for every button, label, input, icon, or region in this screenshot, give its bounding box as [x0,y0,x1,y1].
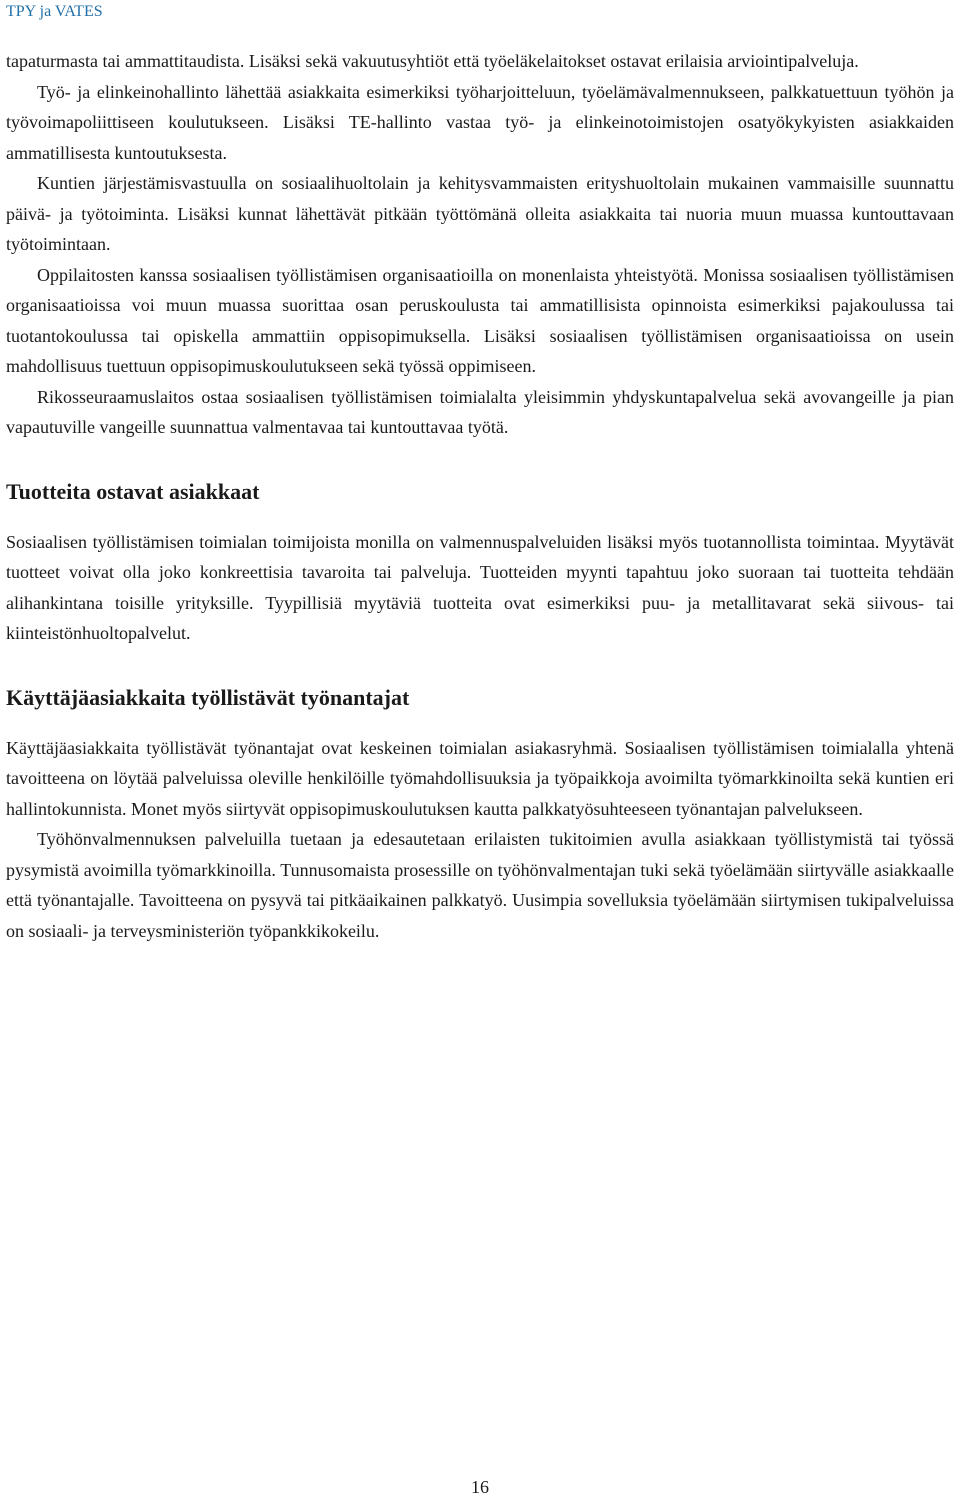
page-number: 16 [471,1477,489,1497]
page-content [6,46,954,946]
paragraph-tuotteita: Sosiaalisen työllistämisen toimialan toimijoista monilla on valmennuspalveluiden lisäksi myös tuotannollista toimintaa. Myytävät tuotteet voivat olla joko konkreettisia tavaroita tai palveluja. Tuotteiden myynti tapahtuu joko suoraan tai tuotteita tehdään alihankintana toisille yrityksille. Tyypillisiä myytäviä tuotteita ovat esimerkiksi puu- ja metallitavarat sekä siivous- tai kiinteistönhuoltopalvelut. [6,531,954,643]
paragraph-oppilaitokset: Oppilaitosten kanssa sosiaalisen työllistämisen organisaatioilla on monenlaista yhteistyötä. Monissa sosiaalisen työllistämisen organisaatioissa voi muun muassa suorittaa osan peruskoulusta tai ammatillisista opinnoista esimerkiksi pajakoulussa tai tuotantokoulussa tai opiskella ammattiin oppisopimuksella. Lisäksi sosiaalisen työllistämisen organisaatioissa on usein mahdollisuus tuettuun oppisopimuskoulutukseen sekä työssä oppimiseen. [6,264,954,376]
paragraph-continuation: tapaturmasta tai ammattitaudista. Lisäksi sekä vakuutusyhtiöt että työeläkelaitokset ostavat erilaisia arviointipalveluja. [6,51,859,71]
paragraph-te-hallinto: Työ- ja elinkeinohallinto lähettää asiakkaita esimerkiksi työharjoitteluun, työelämävalmennukseen, palkkatuettuun työhön ja työvoimapoliittiseen koulutukseen. Lisäksi TE-hallinto vastaa työ- ja elinkeinotoimistojen osatyökykyisten asiakkaiden ammatillisesta kuntoutuksesta. [6,81,954,163]
section-heading-tuotteita: Tuotteita ostavat asiakkaat [6,478,260,504]
section-heading-tyonantajat: Käyttäjäasiakkaita työllistävät työnantajat [6,684,410,710]
paragraph-kunnat: Kuntien järjestämisvastuulla on sosiaalihuoltolain ja kehitysvammaisten erityshuoltolain mukainen vammaisille suunnattu päivä- ja työtoiminta. Lisäksi kunnat lähettävät pitkään työttömänä olleita asiakkaita tai nuoria muun muassa kuntouttavaan työtoimintaan. [6,173,954,254]
paragraph-tyohonvalmennus: Työhönvalmennuksen palveluilla tuetaan ja edesautetaan erilaisten tukitoimien avulla asiakkaan työllistymistä tai työssä pysymistä avoimilla työmarkkinoilla. Tunnusomaista prosessille on työhönvalmentajan tuki sekä työelämään siirtyvälle asiakkaalle että työnantajalle. Tavoitteena on pysyvä tai pitkäaikainen palkkatyö. Uusimpia sovelluksia työelämään siirtymisen tukipalveluissa on sosiaali- ja terveysministeriön työpankkikokeilu. [6,829,954,941]
paragraph-rikosseuraamuslaitos: Rikosseuraamuslaitos ostaa sosiaalisen työllistämisen toimialalta yleisimmin yhdyskuntapalvelua sekä avovangeille ja pian vapautuville vangeille suunnattua valmentavaa tai kuntouttavaa työtä. [6,386,954,437]
running-header: TPY ja VATES [6,3,103,20]
paragraph-tyonantajat: Käyttäjäasiakkaita työllistävät työnantajat ovat keskeinen toimialan asiakasryhmä. Sosiaalisen työllistämisen toimialalla yhtenä tavoitteena on löytää palveluissa oleville henkilöille työmahdollisuuksia ja työpaikkoja avoimilta työmarkkinoilta sekä kuntien eri hallintokunnista. Monet myös siirtyvät oppisopimuskoulutuksen kautta palkkatyösuhteeseen työnantajan palvelukseen. [6,737,954,819]
